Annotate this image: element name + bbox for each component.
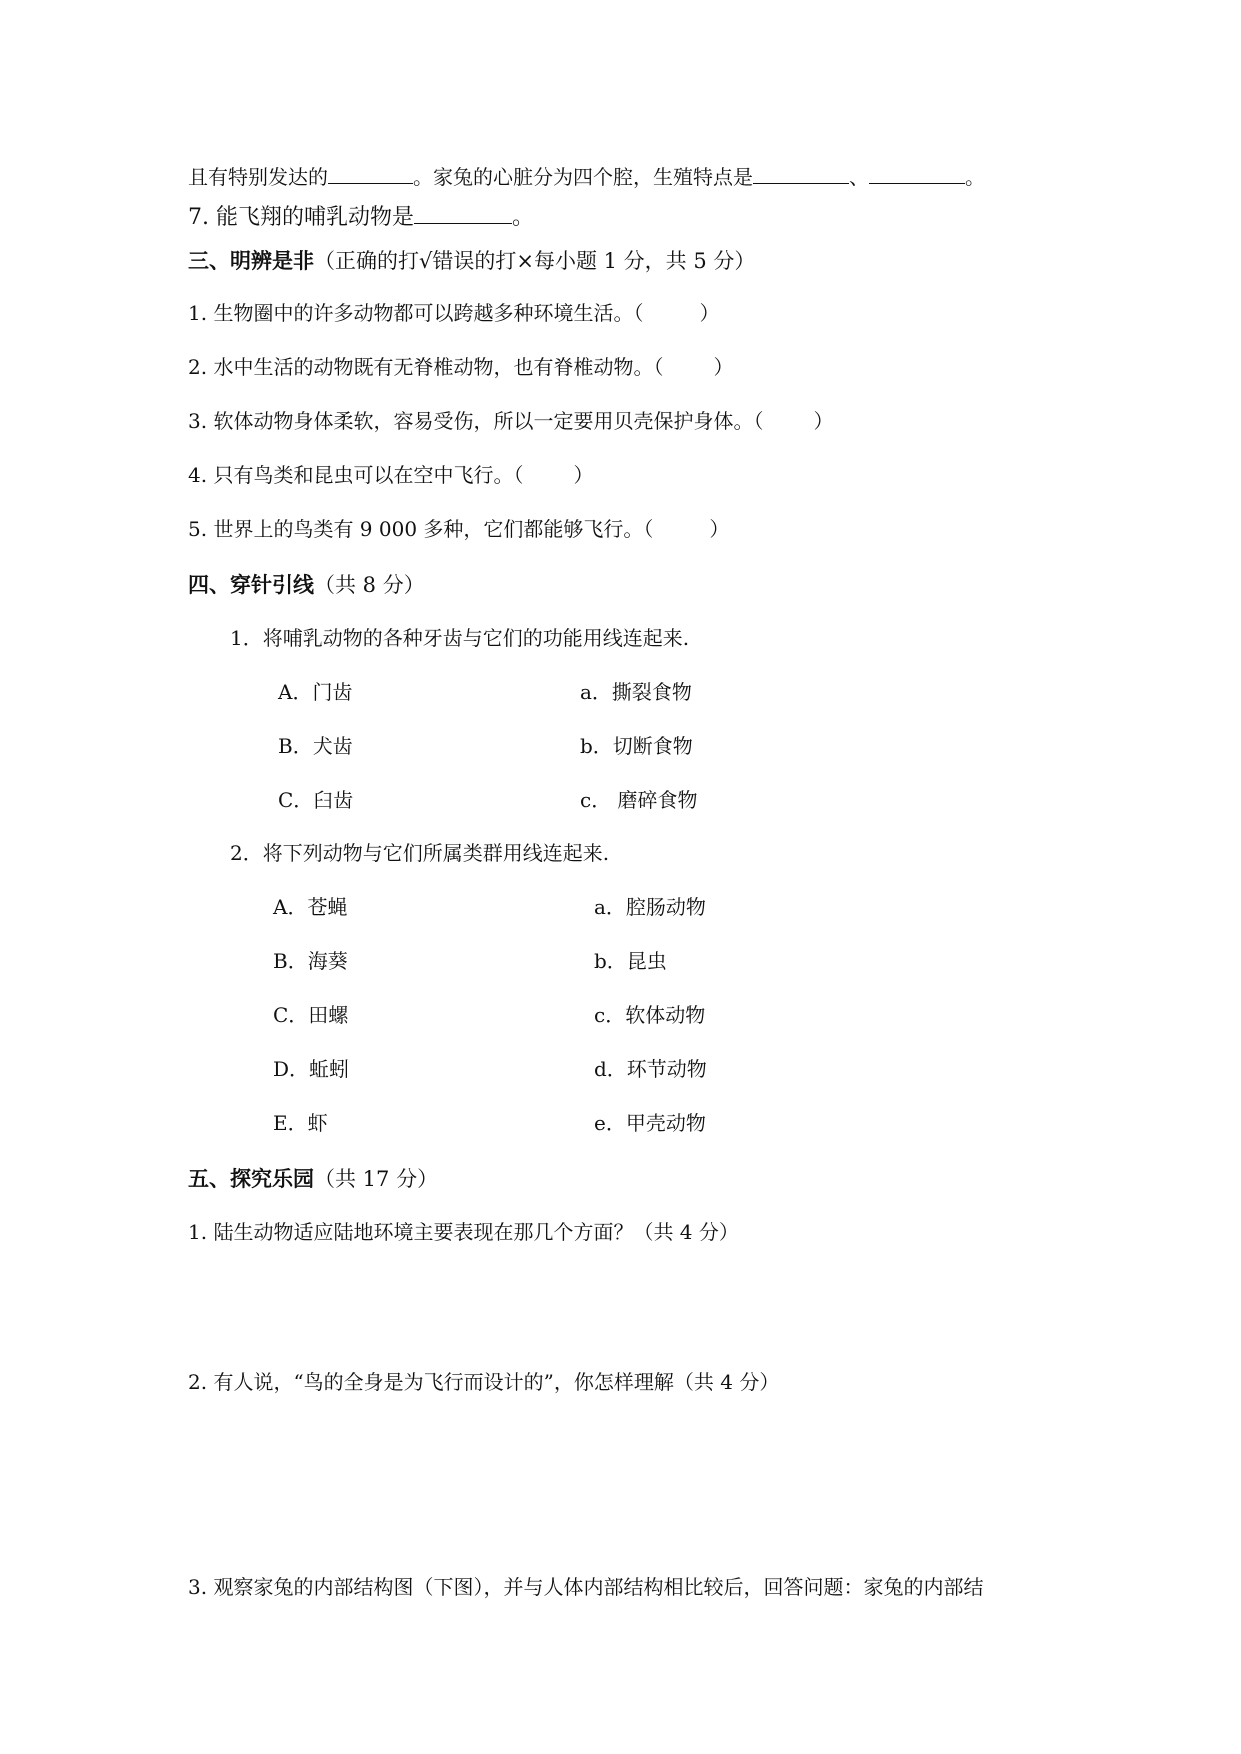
tf-item-4-text: 4. 只有鸟类和昆虫可以在空中飞行。（	[188, 463, 524, 487]
tf-item-1	[188, 303, 719, 323]
tf-item-5-close: ）	[709, 517, 730, 541]
blank-flying-mammal[interactable]	[414, 205, 512, 224]
match1-right-c[interactable]: c． 磨碎食物	[580, 788, 698, 812]
tf-item-2-text: 2. 水中生活的动物既有无脊椎动物，也有脊椎动物。（	[188, 355, 664, 379]
match1-left-b[interactable]: B．犬齿	[278, 734, 353, 758]
question-7-end: 。	[511, 205, 534, 230]
matching-q2-prompt: 2．将下列动物与它们所属类群用线连起来.	[230, 841, 610, 865]
continued-text-1: 且有特别发达的	[188, 165, 328, 189]
match2-right-d[interactable]: d．环节动物	[594, 1057, 707, 1081]
tf-item-5-text: 5. 世界上的鸟类有 9 000 多种，它们都能够飞行。（	[188, 517, 654, 541]
blank-reproduction-1[interactable]	[753, 165, 849, 184]
tf-item-3	[188, 411, 833, 431]
tf-item-2	[188, 357, 733, 377]
tf-item-4	[188, 465, 593, 485]
blank-reproduction-2[interactable]	[869, 165, 965, 184]
match2-left-a[interactable]: A．苍蝇	[273, 895, 348, 919]
section-4-heading	[188, 574, 425, 596]
tf-item-5	[188, 519, 729, 539]
match2-right-a[interactable]: a．腔肠动物	[594, 895, 706, 919]
section-5-note: （共 17 分）	[314, 1167, 439, 1191]
match1-left-c[interactable]: C．臼齿	[278, 788, 354, 812]
tf-item-2-close: ）	[713, 355, 734, 379]
match1-right-a[interactable]: a．撕裂食物	[580, 680, 692, 704]
tf-item-1-close: ）	[699, 301, 720, 325]
section-4-title: 四、穿针引线	[188, 572, 314, 597]
section-3-title: 三、明辨是非	[188, 248, 314, 273]
continued-text-2: 。家兔的心脏分为四个腔，生殖特点是	[413, 165, 753, 189]
separator: 、	[849, 165, 869, 189]
question-7-text: 7. 能飞翔的哺乳动物是	[188, 205, 414, 230]
blank-developed-organ[interactable]	[328, 165, 413, 184]
match2-right-b[interactable]: b．昆虫	[594, 949, 667, 973]
continued-question-line	[188, 165, 985, 187]
matching-q1-prompt: 1．将哺乳动物的各种牙齿与它们的功能用线连起来.	[230, 626, 690, 650]
match2-left-c[interactable]: C．田螺	[273, 1003, 349, 1027]
section-5-heading	[188, 1168, 438, 1190]
tf-item-1-text: 1. 生物圈中的许多动物都可以跨越多种环境生活。（	[188, 301, 644, 325]
match2-right-e[interactable]: e．甲壳动物	[594, 1111, 706, 1135]
inquiry-q3: 3. 观察家兔的内部结构图（下图），并与人体内部结构相比较后，回答问题：家兔的内部结	[188, 1575, 984, 1599]
match2-left-b[interactable]: B．海葵	[273, 949, 348, 973]
tf-item-4-close: ）	[573, 463, 594, 487]
tf-item-3-text: 3. 软体动物身体柔软，容易受伤，所以一定要用贝壳保护身体。（	[188, 409, 764, 433]
match2-left-d[interactable]: D．蚯蚓	[273, 1057, 350, 1081]
match2-right-c[interactable]: c．软体动物	[594, 1003, 706, 1027]
section-3-note: （正确的打√错误的打×每小题 1 分，共 5 分）	[314, 249, 756, 273]
match2-left-e[interactable]: E．虾	[273, 1111, 328, 1135]
section-3-heading	[188, 250, 755, 272]
inquiry-q1: 1. 陆生动物适应陆地环境主要表现在那几个方面？（共 4 分）	[188, 1220, 739, 1244]
line-end: 。	[965, 165, 985, 189]
question-7	[188, 205, 534, 229]
tf-item-3-close: ）	[813, 409, 834, 433]
section-4-note: （共 8 分）	[314, 573, 425, 597]
match1-right-b[interactable]: b．切断食物	[580, 734, 693, 758]
section-5-title: 五、探究乐园	[188, 1166, 314, 1191]
inquiry-q2: 2. 有人说，“鸟的全身是为飞行而设计的”，你怎样理解（共 4 分）	[188, 1370, 780, 1394]
match1-left-a[interactable]: A．门齿	[278, 680, 353, 704]
